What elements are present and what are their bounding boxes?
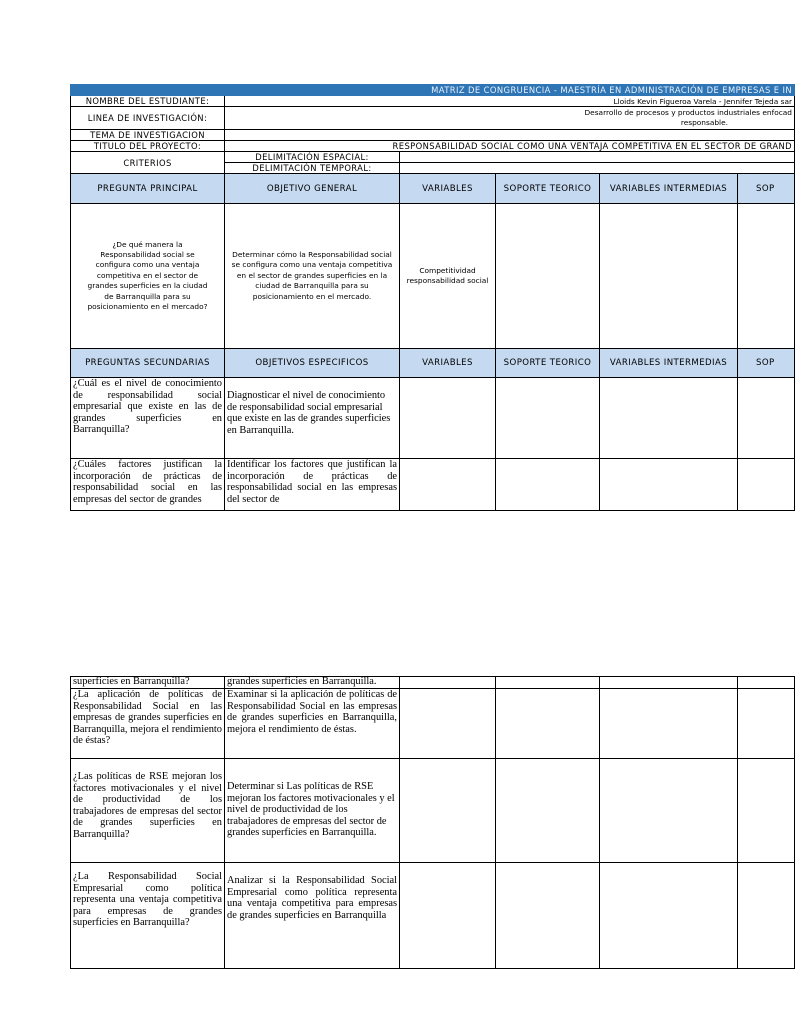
temporal-delimitation-value xyxy=(400,163,795,174)
research-line-value-2: responsable. xyxy=(680,118,729,127)
temporal-delimitation-label: DELIMITACIÓN TEMPORAL: xyxy=(225,163,400,174)
secondary-variables-1 xyxy=(400,378,496,459)
secondary-intermediate-2 xyxy=(600,459,738,511)
continued-support-cut-2 xyxy=(738,689,795,759)
continued-support-3 xyxy=(496,759,600,863)
project-title-value: RESPONSABILIDAD SOCIAL COMO UNA VENTAJA COMPETITIVA EN EL SECTOR DE GRAND xyxy=(225,141,795,152)
header-main-question: PREGUNTA PRINCIPAL xyxy=(71,174,225,204)
continued-question-1: superficies en Barranquilla? xyxy=(71,677,225,689)
congruence-matrix-table xyxy=(70,84,795,511)
continued-support-1 xyxy=(496,677,600,689)
continued-support-2 xyxy=(496,689,600,759)
secondary-variables-2 xyxy=(400,459,496,511)
criteria-label: CRITERIOS xyxy=(71,152,225,174)
continued-intermediate-2 xyxy=(600,689,738,759)
research-line-value xyxy=(225,107,795,130)
secondary-question-1: ¿Cuál es el nivel de conocimiento de responsabilidad social empresarial que existe en las de grandes superficies en Barranquilla? xyxy=(71,378,225,459)
header-variables: VARIABLES xyxy=(400,174,496,204)
continued-objective-2: Examinar si la aplicación de políticas de Responsabilidad Social en las empresas de grandes superficies en Barranquilla, mejora el rendimiento de éstas. xyxy=(225,689,400,759)
secondary-question-2: ¿Cuáles factores justifican la incorporación de prácticas de responsabilidad social en las empresas del sector de grandes xyxy=(71,459,225,511)
header-support-cut: SOP xyxy=(738,174,795,204)
continued-variables-4 xyxy=(400,863,496,969)
specific-objective-2: Identificar los factores que justifican la incorporación de prácticas de responsabilidad social en las empresas del sector de xyxy=(225,459,400,511)
research-line-label: LINEA DE INVESTIGACIÓN: xyxy=(71,107,225,130)
continued-support-cut-4 xyxy=(738,863,795,969)
congruence-matrix-page-1 xyxy=(70,84,793,511)
main-intermediate-variables xyxy=(600,204,738,349)
continued-variables-3 xyxy=(400,759,496,863)
continued-question-4: ¿La Responsabilidad Social Empresarial como política representa una ventaja competitiva para empresas de grandes superficies en Barranquilla? xyxy=(71,863,225,969)
specific-objective-1: Diagnosticar el nivel de conocimiento de responsabilidad social empresarial que existe en las de grandes superficies en Barranquilla. xyxy=(225,378,400,459)
header-secondary-intermediate-variables: VARIABLES INTERMEDIAS xyxy=(600,349,738,378)
matrix-title: MATRIZ DE CONGRUENCIA - MAESTRÍA EN ADMINISTRACIÓN DE EMPRESAS E IN xyxy=(71,85,795,96)
main-theoretical-support xyxy=(496,204,600,349)
topic-value xyxy=(225,130,795,141)
topic-label: TEMA DE INVESTIGACION xyxy=(71,130,225,141)
student-value: Lloids Kevin Figueroa Varela - Jennifer Tejeda sar xyxy=(225,96,795,107)
general-objective: Determinar cómo la Responsabilidad social se configura como una ventaja competitiva en el sector de grandes superficies en la ciudad de Barranquilla para su posicionamiento en el mercado. xyxy=(225,204,400,349)
continued-intermediate-1 xyxy=(600,677,738,689)
continued-variables-2 xyxy=(400,689,496,759)
congruence-matrix-table-continued xyxy=(70,676,795,969)
congruence-matrix-page-2 xyxy=(70,676,768,969)
header-secondary-variables: VARIABLES xyxy=(400,349,496,378)
continued-objective-4: Analizar si la Responsabilidad Social Empresarial como política representa una ventaja competitiva para empresas de grandes superficies en Barranquilla xyxy=(225,863,400,969)
header-secondary-questions: PREGUNTAS SECUNDARIAS xyxy=(71,349,225,378)
header-secondary-support-cut: SOP xyxy=(738,349,795,378)
secondary-support-2 xyxy=(496,459,600,511)
continued-objective-1: grandes superficies en Barranquilla. xyxy=(225,677,400,689)
header-specific-objectives: OBJETIVOS ESPECIFICOS xyxy=(225,349,400,378)
continued-objective-3: Determinar si Las políticas de RSE mejoran los factores motivacionales y el nivel de productividad de los trabajadores de empresas del sector de grandes superficies en Barranquilla. xyxy=(225,759,400,863)
main-support-cut xyxy=(738,204,795,349)
header-intermediate-variables: VARIABLES INTERMEDIAS xyxy=(600,174,738,204)
continued-intermediate-4 xyxy=(600,863,738,969)
continued-intermediate-3 xyxy=(600,759,738,863)
continued-support-cut-1 xyxy=(738,677,795,689)
spatial-delimitation-label: DELIMITACIÓN ESPACIAL: xyxy=(225,152,400,163)
continued-support-cut-3 xyxy=(738,759,795,863)
continued-question-2: ¿La aplicación de políticas de Responsabilidad Social en las empresas de grandes superficies en Barranquilla, mejora el rendimiento de éstas? xyxy=(71,689,225,759)
main-question: ¿De qué manera la Responsabilidad social se configura como una ventaja competitiva en el sector de grandes superficies en la ciudad de Barranquilla para su posicionamiento en el mercado? xyxy=(71,204,225,349)
continued-support-4 xyxy=(496,863,600,969)
secondary-support-cut-1 xyxy=(738,378,795,459)
header-general-objective: OBJETIVO GENERAL xyxy=(225,174,400,204)
continued-variables-1 xyxy=(400,677,496,689)
main-variables: Competitividad responsabilidad social xyxy=(400,204,496,349)
continued-question-3: ¿Las políticas de RSE mejoran los factores motivacionales y el nivel de productividad de los trabajadores de empresas del sector de grandes superficies en Barranquilla? xyxy=(71,759,225,863)
secondary-support-cut-2 xyxy=(738,459,795,511)
secondary-intermediate-1 xyxy=(600,378,738,459)
spatial-delimitation-value xyxy=(400,152,795,163)
header-secondary-theoretical-support: SOPORTE TEORICO xyxy=(496,349,600,378)
research-line-value-1: Desarrollo de procesos y productos industriales enfocad xyxy=(584,108,793,117)
header-theoretical-support: SOPORTE TEORICO xyxy=(496,174,600,204)
student-label: NOMBRE DEL ESTUDIANTE: xyxy=(71,96,225,107)
secondary-support-1 xyxy=(496,378,600,459)
project-title-label: TITULO DEL PROYECTO: xyxy=(71,141,225,152)
